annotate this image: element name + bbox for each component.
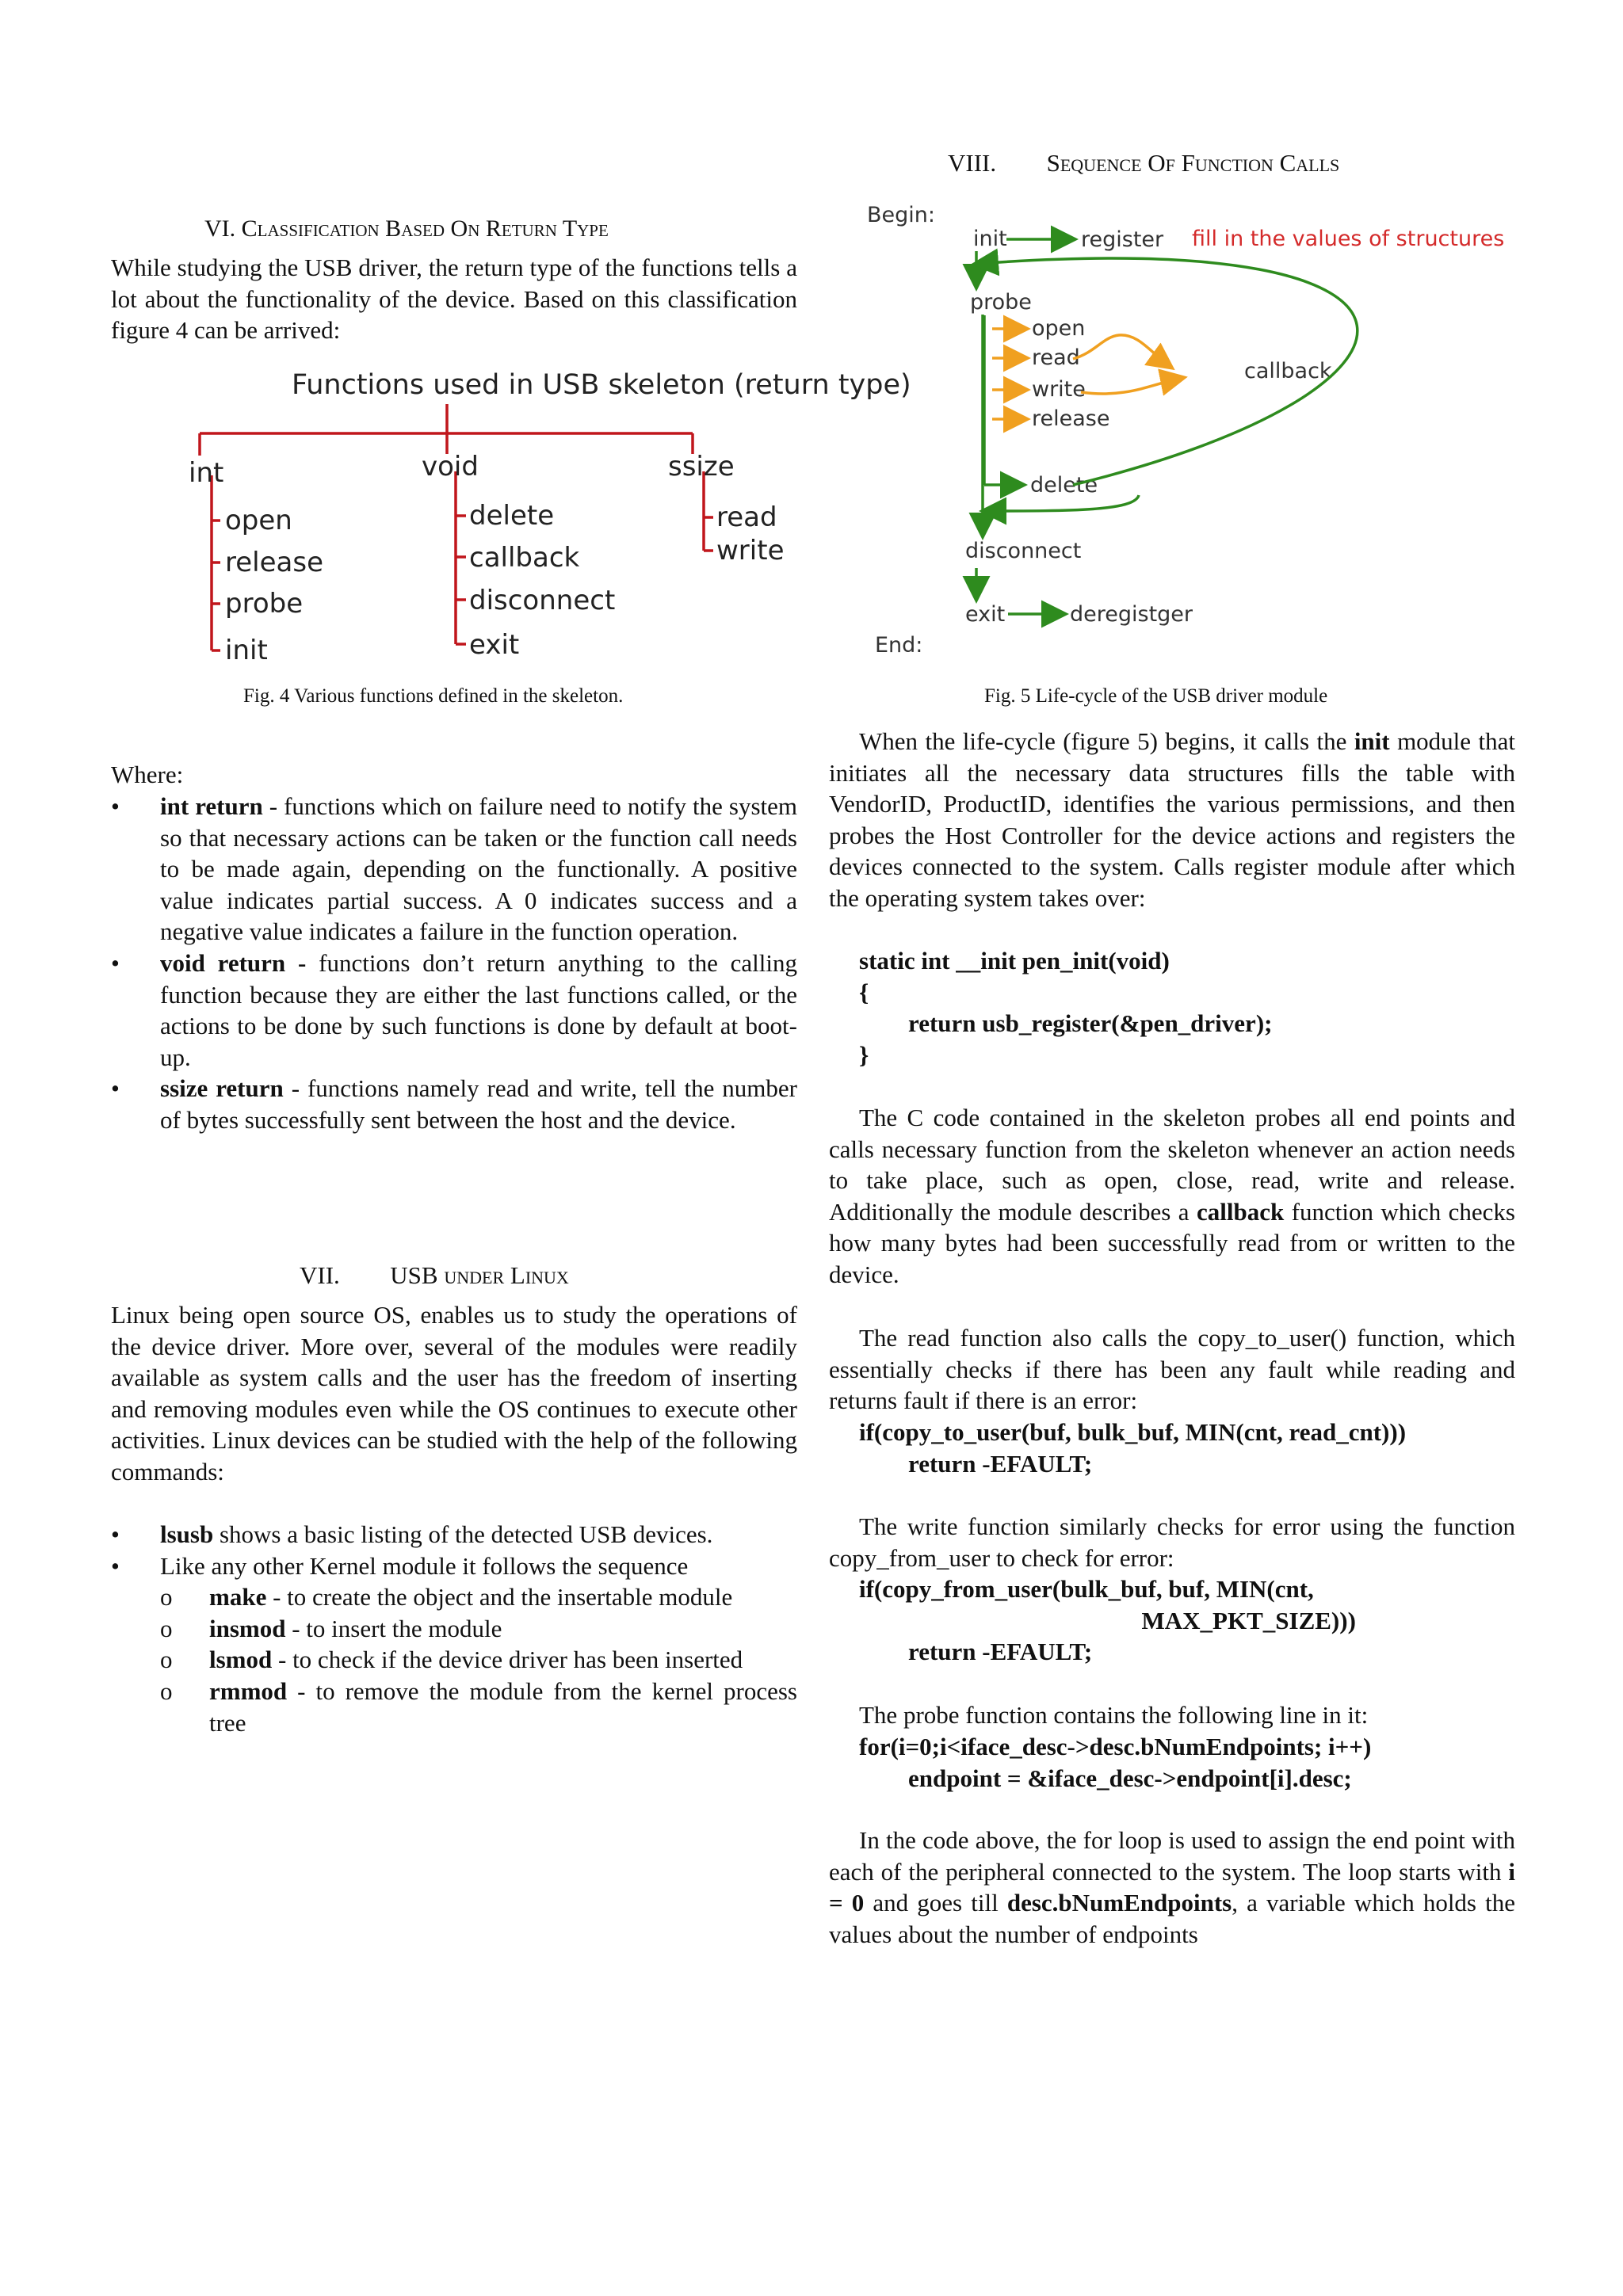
fig4-item: open bbox=[225, 505, 292, 536]
right-para-1: When the life-cycle (figure 5) begins, it calls the init module that initiates all the necessary data structures fills the table with VendorID, ProductID, identifies the various permissions, and then probes the Host Controller for the device actions and registers the devices connected to the system. Calls register module after which the operating system takes over: bbox=[829, 727, 1515, 912]
fig5-op: release bbox=[1032, 406, 1110, 431]
list-item: o rmmod - to remove the module from the kernel process tree bbox=[160, 1676, 797, 1737]
fig5-op: open bbox=[1032, 316, 1086, 341]
fig4-item: probe bbox=[225, 588, 304, 620]
fig5-end: End: bbox=[875, 633, 923, 658]
list-item: • void return - functions don’t return anything to the calling function because they are either the last functions called, or the actions to be done by such functions is done by default at boot-up. bbox=[111, 948, 798, 1071]
list-item: o insmod - to insert the module bbox=[160, 1614, 502, 1642]
command-list bbox=[111, 1519, 797, 1738]
code-block-3: if(copy_from_user(bulk_buf, buf, MIN(cnt, MAX_PKT_SIZE))) return -EFAULT; bbox=[859, 1575, 1356, 1666]
fig4-item: disconnect bbox=[469, 585, 616, 616]
section-vii-para: Linux being open source OS, enables us to study the operations of the device driver. More over, several of the modules were readily available as system calls and the user has the freedom of inserting and removing modules even while the OS continues to execute other activities. Linux devices can be studied with the help of the following commands: bbox=[111, 1301, 797, 1486]
figure-4-caption: Fig. 4 Various functions defined in the skeleton. bbox=[243, 685, 624, 707]
list-item: o make - to create the object and the insertable module bbox=[160, 1583, 733, 1611]
fig5-disconnect: disconnect bbox=[965, 539, 1082, 563]
list-item: • Like any other Kernel module it follows the sequence o make - to create the object and the insertable module o insmod - to insert the module o lsmod - to check if the device driver has been inserted o rmmod - to remove the module from the kernel process tree bbox=[111, 1550, 797, 1739]
fig5-delete: delete bbox=[1030, 473, 1098, 498]
fig5-init: init bbox=[973, 227, 1007, 251]
fig4-item: callback bbox=[469, 542, 580, 574]
code-block-1: static int __init pen_init(void) { return usb_register(&pen_driver); } bbox=[859, 947, 1273, 1069]
fig4-item: write bbox=[716, 535, 785, 566]
right-para-3: The read function also calls the copy_to_user() function, which essentially checks if there has been any fault while reading and returns fault if there is an error: bbox=[829, 1324, 1515, 1415]
sub-command-list bbox=[111, 1581, 797, 1738]
fig4-item: delete bbox=[469, 500, 555, 532]
fig5-exit: exit bbox=[965, 602, 1006, 627]
section-vii-heading: VII. USB under Linux bbox=[300, 1261, 569, 1289]
fig4-title: Functions used in USB skeleton (return type) bbox=[292, 369, 911, 401]
section-viii-heading: VIII. Sequence Of Function Calls bbox=[948, 149, 1340, 177]
list-item: • lsusb shows a basic listing of the detected USB devices. bbox=[111, 1520, 713, 1548]
fig5-fill-note: fill in the values of structures bbox=[1192, 227, 1505, 251]
list-item: • int return - functions which on failure need to notify the system so that necessary actions can be taken or the function call needs to be made again, depending on the functionally. A positive value indicates partial success. A 0 indicates success and a negative value indicates a failure in the function operation. bbox=[111, 792, 798, 946]
fig5-deregister: deregistger bbox=[1070, 602, 1193, 627]
fig4-item: init bbox=[225, 635, 268, 666]
fig5-register: register bbox=[1081, 227, 1164, 252]
right-para-5: The probe function contains the following line in it: bbox=[859, 1701, 1369, 1729]
fig4-item: release bbox=[225, 547, 323, 578]
figure-5-lifecycle bbox=[865, 194, 1523, 669]
right-para-4: The write function similarly checks for error using the function copy_from_user to check for error: bbox=[829, 1512, 1515, 1572]
code-block-4: for(i=0;i<iface_desc->desc.bNumEndpoints; i++) endpoint = &iface_desc->endpoint[i].desc; bbox=[859, 1733, 1372, 1792]
fig5-probe: probe bbox=[970, 290, 1032, 315]
fig5-callback: callback bbox=[1244, 359, 1332, 383]
list-item: • ssize return - functions namely read and write, tell the number of bytes successfully sent between the host and the device. bbox=[111, 1074, 797, 1134]
section-vi-heading: VI. Classification Based On Return Type bbox=[204, 215, 609, 242]
fig4-item: read bbox=[716, 502, 777, 533]
fig4-item: exit bbox=[469, 629, 520, 661]
fig5-begin: Begin: bbox=[867, 203, 935, 227]
where-label: Where: bbox=[111, 761, 184, 788]
return-type-list bbox=[111, 791, 797, 1136]
list-item: o lsmod - to check if the device driver has been inserted bbox=[160, 1646, 743, 1674]
figure-5-caption: Fig. 5 Life-cycle of the USB driver module bbox=[984, 685, 1328, 707]
fig4-group-void: void bbox=[422, 451, 479, 482]
section-vi-intro: While studying the USB driver, the return type of the functions tells a lot about the functionality of the device. Based on this classification figure 4 can be arrived: bbox=[111, 254, 797, 345]
code-block-2: if(copy_to_user(buf, bulk_buf, MIN(cnt, read_cnt))) return -EFAULT; bbox=[859, 1418, 1407, 1478]
right-para-2: The C code contained in the skeleton probes all end points and calls necessary function from the skeleton whenever an action needs to take place, such as open, close, read, write and release. Additionally the module describes a callback function which checks how many bytes had been successfully read from or written to the device. bbox=[829, 1104, 1515, 1288]
fig5-op: write bbox=[1032, 377, 1086, 402]
right-para-6: In the code above, the for loop is used to assign the end point with each of the peripheral connected to the system. The loop starts with i = 0 and goes till desc.bNumEndpoints, a variable which holds the values about the number of endpoints bbox=[829, 1826, 1515, 1948]
fig4-group-int: int bbox=[189, 457, 224, 489]
fig5-op: read bbox=[1032, 345, 1080, 370]
fig4-group-ssize: ssize bbox=[668, 451, 735, 482]
